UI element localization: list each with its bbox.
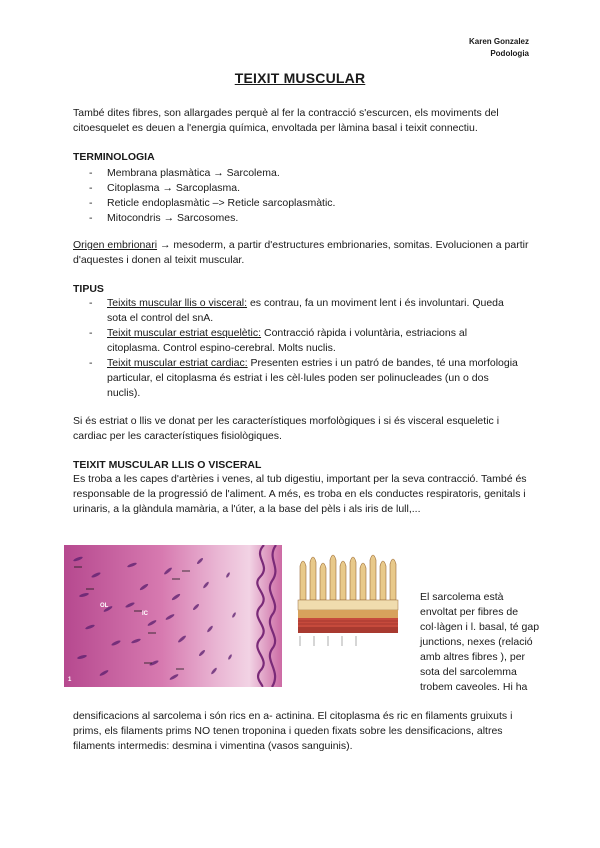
- tipus-heading: TIPUS: [73, 283, 104, 295]
- list-item: - Mitocondris → Sarcosomes.: [73, 211, 523, 226]
- intestine-wall-diagram: [294, 550, 404, 648]
- list-item: [73, 296, 523, 326]
- tipus-list: [73, 296, 523, 401]
- page-header: [469, 36, 529, 60]
- origen-label: Origen embrionari: [73, 239, 158, 251]
- histology-micrograph: [64, 545, 282, 687]
- origen-text: → mesoderm, a partir d'estructures embrionaries, somitas. Evolucionen a partir d'aquestes i donen al teixit muscular.: [73, 239, 529, 266]
- sarcolema-final-paragraph: densificacions al sarcolema i són rics en a- actinina. El citoplasma és ric en filaments gruixuts i prims, els filaments prims NO tenen troponina i queden fixats sobre les densificacions, altres filaments intermedis: desmina i vimentina (vasos sanguinis).: [73, 710, 513, 752]
- list-item: - Membrana plasmàtica → Sarcolema.: [73, 166, 523, 181]
- tipus-term: Teixits muscular llis o visceral:: [107, 297, 248, 309]
- terminologia-list: [73, 166, 523, 226]
- terminologia-heading: TERMINOLOGIA: [73, 151, 155, 163]
- list-item: [73, 326, 523, 356]
- histo-label-ic: IC: [142, 611, 148, 617]
- list-item: - Citoplasma → Sarcoplasma.: [73, 181, 523, 196]
- tipus-text: Contracció ràpida i voluntària, estriacions al citoplasma. Control espino-cerebral. Molts nuclis.: [107, 327, 468, 354]
- tipus-text: Presenten estries i un patró de bandes, té una morfologia particular, el citoplasma és estriat i les cèl·lules poden ser polinucleades (un o dos nuclis).: [107, 357, 518, 399]
- list-item: [73, 356, 523, 401]
- origen-paragraph: [73, 238, 533, 268]
- llis-heading: TEIXIT MUSCULAR LLIS O VISCERAL: [73, 459, 262, 471]
- tipus-text: es contrau, fa un moviment lent i és involuntari. Queda sota el control del snA.: [107, 297, 504, 324]
- sarcolema-side-paragraph: El sarcolema està envoltat per fibres de col·làgen i l. basal, té gap junctions, nexes (relació amb altres fibres ), per sota del sarcolemma trobem caveoles. Hi ha: [420, 591, 540, 693]
- histo-label-number: 1: [68, 677, 72, 683]
- llis-paragraph: Es troba a les capes d'artèries i venes, al tub digestiu, important per la seva contracció. També és responsable de la progressió de l'aliment. A més, es troba en els conductes respiratoris, genitals i urinaris, a la glàndula mamària, a l'úter, a la base del pèls i als iris de lull,...: [73, 473, 527, 515]
- list-item: - Reticle endoplasmàtic –> Reticle sarcoplasmàtic.: [73, 196, 523, 211]
- tipus-term: Teixit muscular estriat esquelètic:: [107, 327, 262, 339]
- author-name: Karen Gonzalez: [468, 37, 529, 46]
- histo-label-ol: OL: [100, 603, 109, 609]
- subject-name: Podologia: [490, 49, 529, 58]
- tipus-term: Teixit muscular estriat cardiac:: [107, 357, 248, 369]
- page-title: TEIXIT MUSCULAR: [234, 70, 366, 86]
- estriat-paragraph: Si és estriat o llis ve donat per les característiques morfològiques i si és visceral esqueletic i cardiac per les característiques fisiològiques.: [73, 415, 500, 442]
- intro-paragraph: També dites fibres, son allargades perquè al fer la contracció s'escurcen, els moviments del citoesquelet es deuen a l'energia química, envoltada per làmina basal i teixit connectiu.: [73, 107, 499, 134]
